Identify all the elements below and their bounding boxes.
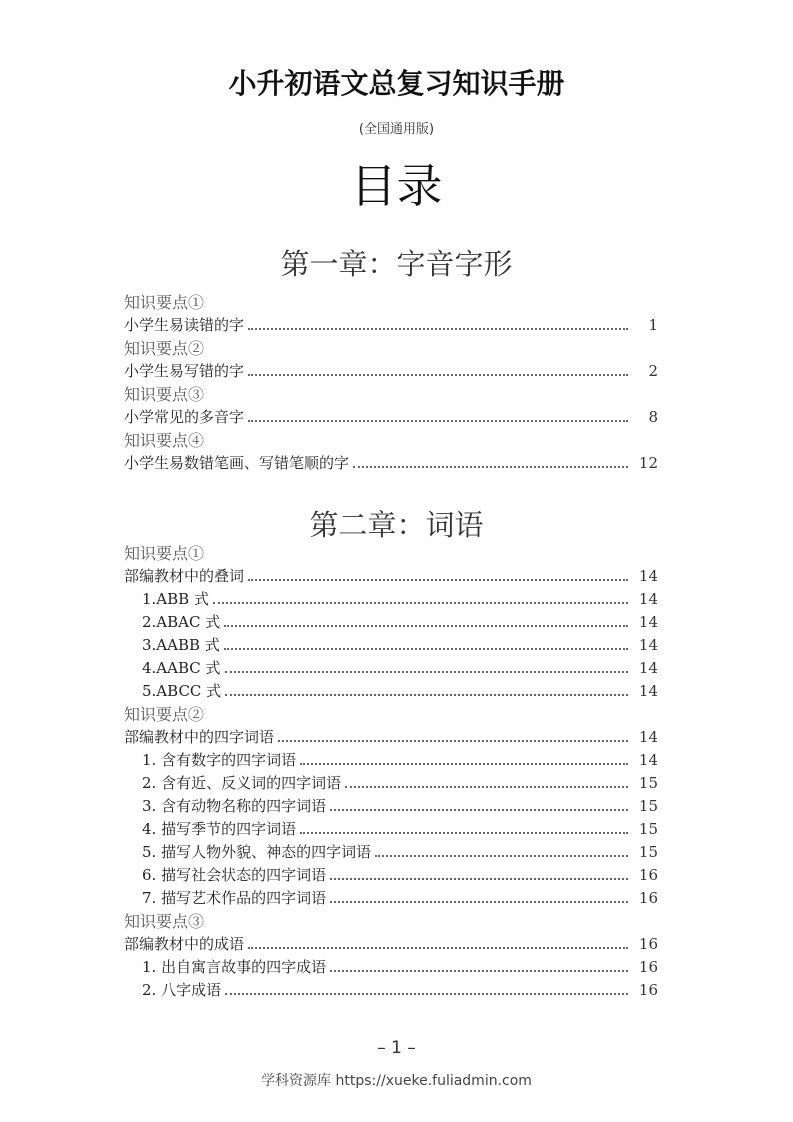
toc-sub-entry bbox=[124, 657, 658, 680]
dot-leader bbox=[345, 786, 628, 788]
document-subtitle: (全国通用版) bbox=[358, 122, 435, 137]
knowledge-point-label: 知识要点① bbox=[124, 293, 205, 312]
toc-entry-text: 部编教材中的四字词语 bbox=[124, 728, 275, 746]
dot-leader bbox=[213, 602, 628, 604]
footer-source: 学科资源库 https://xueke.fuliadmin.com bbox=[261, 1073, 532, 1089]
chapter-1-title: 第一章：字音字形 bbox=[280, 247, 513, 281]
toc-page-number: 14 bbox=[638, 751, 658, 769]
dot-leader bbox=[300, 832, 628, 834]
toc-page-number: 14 bbox=[638, 590, 658, 608]
dot-leader bbox=[278, 740, 628, 742]
toc-entry-text: 5. 描写人物外貌、神态的四字词语 bbox=[142, 843, 372, 861]
toc-page-number: 2 bbox=[648, 362, 658, 380]
toc-page-number: 14 bbox=[638, 728, 658, 746]
dot-leader bbox=[330, 901, 628, 903]
toc-entry-text: 5.ABCC 式 bbox=[142, 682, 222, 700]
toc-page-number: 16 bbox=[638, 981, 658, 999]
toc-page-number: 14 bbox=[638, 567, 658, 585]
chapter-2-title: 第二章：词语 bbox=[309, 508, 484, 542]
dot-leader bbox=[224, 648, 628, 650]
toc-page-number: 1 bbox=[648, 316, 658, 334]
dot-leader bbox=[224, 625, 628, 627]
toc-sub-entry bbox=[124, 772, 658, 795]
dot-leader bbox=[375, 855, 628, 857]
dot-leader bbox=[300, 763, 628, 765]
toc-entry-text: 部编教材中的叠词 bbox=[124, 567, 245, 585]
toc-entry bbox=[124, 565, 658, 588]
chapter-1-toc bbox=[124, 291, 658, 475]
toc-sub-entry bbox=[124, 841, 658, 864]
toc-sub-entry bbox=[124, 749, 658, 772]
toc-entry-text: 3. 含有动物名称的四字词语 bbox=[142, 797, 327, 815]
knowledge-point-label: 知识要点④ bbox=[124, 431, 205, 450]
knowledge-point-label: 知识要点① bbox=[124, 544, 205, 563]
toc-entry-text: 1.ABB 式 bbox=[142, 590, 209, 608]
toc-entry-text: 6. 描写社会状态的四字词语 bbox=[142, 866, 327, 884]
dot-leader bbox=[248, 947, 628, 949]
toc-page-number: 14 bbox=[638, 613, 658, 631]
toc-sub-entry bbox=[124, 864, 658, 887]
dot-leader bbox=[248, 420, 628, 422]
toc-page-number: 8 bbox=[648, 408, 658, 426]
toc-entry-text: 4.AABC 式 bbox=[142, 659, 221, 677]
knowledge-point-label: 知识要点② bbox=[124, 339, 205, 358]
toc-entry-text: 3.AABB 式 bbox=[142, 636, 220, 654]
toc-page-number: 16 bbox=[638, 889, 658, 907]
toc-entry-text: 4. 描写季节的四字词语 bbox=[142, 820, 297, 838]
dot-leader bbox=[225, 993, 628, 995]
dot-leader bbox=[248, 579, 628, 581]
toc-heading: 目录 bbox=[350, 159, 443, 213]
toc-page-number: 14 bbox=[638, 636, 658, 654]
toc-sub-entry bbox=[124, 887, 658, 910]
toc-sub-entry bbox=[124, 680, 658, 703]
knowledge-point-label: 知识要点③ bbox=[124, 385, 205, 404]
toc-entry-text: 7. 描写艺术作品的四字词语 bbox=[142, 889, 327, 907]
toc-page-number: 16 bbox=[638, 935, 658, 953]
document-title: 小升初语文总复习知识手册 bbox=[228, 67, 565, 100]
dot-leader bbox=[225, 694, 628, 696]
toc-entry bbox=[124, 933, 658, 956]
toc-page-number: 16 bbox=[638, 958, 658, 976]
toc-sub-entry bbox=[124, 634, 658, 657]
toc-entry-text: 小学生易写错的字 bbox=[124, 362, 245, 380]
toc-sub-entry bbox=[124, 956, 658, 979]
toc-page-number: 12 bbox=[638, 454, 658, 472]
dot-leader bbox=[353, 466, 628, 468]
dot-leader bbox=[330, 970, 628, 972]
toc-entry-text: 2. 八字成语 bbox=[142, 981, 222, 999]
toc-page-number: 14 bbox=[638, 659, 658, 677]
toc-entry-text: 1. 出自寓言故事的四字成语 bbox=[142, 958, 327, 976]
toc-page-number: 14 bbox=[638, 682, 658, 700]
toc-entry bbox=[124, 726, 658, 749]
toc-page-number: 15 bbox=[638, 774, 658, 792]
toc-sub-entry bbox=[124, 588, 658, 611]
knowledge-point-label: 知识要点② bbox=[124, 705, 205, 724]
dot-leader bbox=[248, 328, 628, 330]
toc-entry bbox=[124, 360, 658, 383]
page-number: – 1 – bbox=[377, 1038, 416, 1058]
toc-page-number: 15 bbox=[638, 797, 658, 815]
dot-leader bbox=[330, 878, 628, 880]
toc-entry-text: 小学生易数错笔画、写错笔顺的字 bbox=[124, 454, 350, 472]
toc-sub-entry bbox=[124, 611, 658, 634]
toc-page-number: 15 bbox=[638, 820, 658, 838]
dot-leader bbox=[330, 809, 628, 811]
toc-entry-text: 2. 含有近、反义词的四字词语 bbox=[142, 774, 342, 792]
knowledge-point-label: 知识要点③ bbox=[124, 912, 205, 931]
toc-page-number: 16 bbox=[638, 866, 658, 884]
dot-leader bbox=[248, 374, 628, 376]
toc-entry bbox=[124, 406, 658, 429]
toc-entry-text: 1. 含有数字的四字词语 bbox=[142, 751, 297, 769]
toc-entry-text: 部编教材中的成语 bbox=[124, 935, 245, 953]
dot-leader bbox=[225, 671, 628, 673]
toc-entry bbox=[124, 452, 658, 475]
chapter-2-toc bbox=[124, 542, 658, 1002]
toc-sub-entry bbox=[124, 979, 658, 1002]
toc-page-number: 15 bbox=[638, 843, 658, 861]
toc-entry-text: 小学生易读错的字 bbox=[124, 316, 245, 334]
toc-entry-text: 2.ABAC 式 bbox=[142, 613, 221, 631]
toc-entry-text: 小学常见的多音字 bbox=[124, 408, 245, 426]
toc-sub-entry bbox=[124, 818, 658, 841]
toc-sub-entry bbox=[124, 795, 658, 818]
toc-entry bbox=[124, 314, 658, 337]
